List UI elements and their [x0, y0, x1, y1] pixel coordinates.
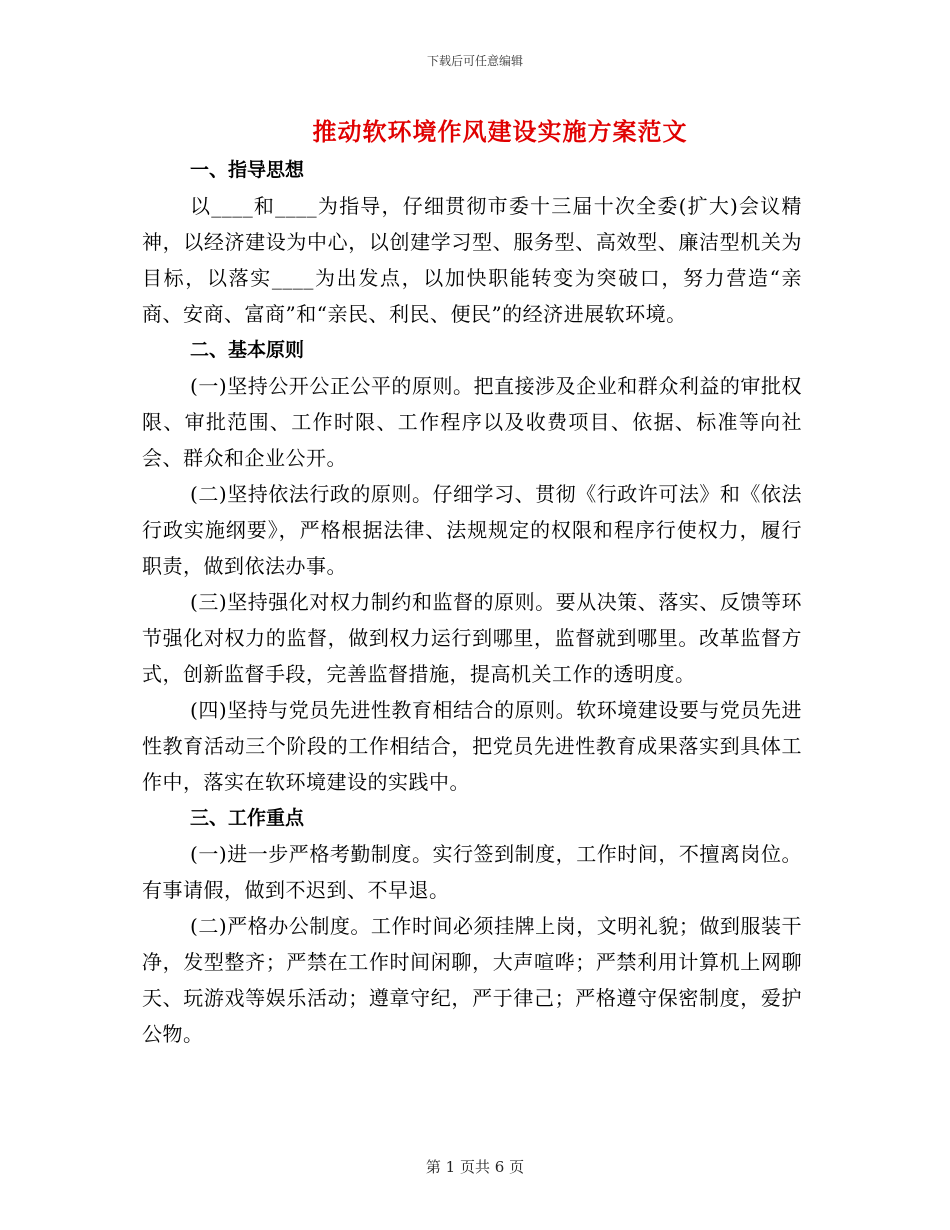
section-heading-work-focus: 三、工作重点 [190, 807, 305, 829]
document-body [142, 152, 802, 1052]
page-header-note: 下载后可任意编辑 [426, 54, 523, 68]
paragraph: (三)坚持强化对权力制约和监督的原则。要从决策、落实、反馈等环节强化对权力的监督，做到权力运行到哪里，监督就到哪里。改革监督方式，创新监督手段，完善监督措施，提高机关工作的透明度。 [142, 590, 802, 686]
paragraph: (二)坚持依法行政的原则。仔细学习、贯彻《行政许可法》和《依法行政实施纲要》，严格根据法律、法规规定的权限和程序行使权力，履行职责，做到依法办事。 [142, 482, 802, 578]
page-number-footer: 第 1 页共 6 页 [425, 1158, 525, 1176]
paragraph: (一)进一步严格考勤制度。实行签到制度，工作时间，不擅离岗位。有事请假，做到不迟到、不早退。 [142, 842, 802, 902]
document-title: 推动软环境作风建设实施方案范文 [312, 117, 688, 146]
paragraph: (四)坚持与党员先进性教育相结合的原则。软环境建设要与党员先进性教育活动三个阶段的工作相结合，把党员先进性教育成果落实到具体工作中，落实在软环境建设的实践中。 [142, 698, 802, 794]
paragraph: 以____和____为指导，仔细贯彻市委十三届十次全委(扩大)会议精神，以经济建设为中心，以创建学习型、服务型、高效型、廉洁型机关为目标，以落实____为出发点，以加快职能转变为突破口，努力营造“亲商、安商、富商”和“亲民、利民、便民”的经济进展软环境。 [142, 194, 802, 326]
paragraph: (一)坚持公开公正公平的原则。把直接涉及企业和群众利益的审批权限、审批范围、工作时限、工作程序以及收费项目、依据、标准等向社会、群众和企业公开。 [142, 374, 802, 470]
section-heading-guiding-ideology: 一、指导思想 [190, 159, 305, 181]
paragraph: (二)严格办公制度。工作时间必须挂牌上岗，文明礼貌；做到服装干净，发型整齐；严禁在工作时间闲聊，大声喧哗；严禁利用计算机上网聊天、玩游戏等娱乐活动；遵章守纪，严于律己；严格遵守保密制度，爱护公物。 [142, 914, 802, 1046]
section-heading-basic-principles: 二、基本原则 [190, 339, 305, 361]
